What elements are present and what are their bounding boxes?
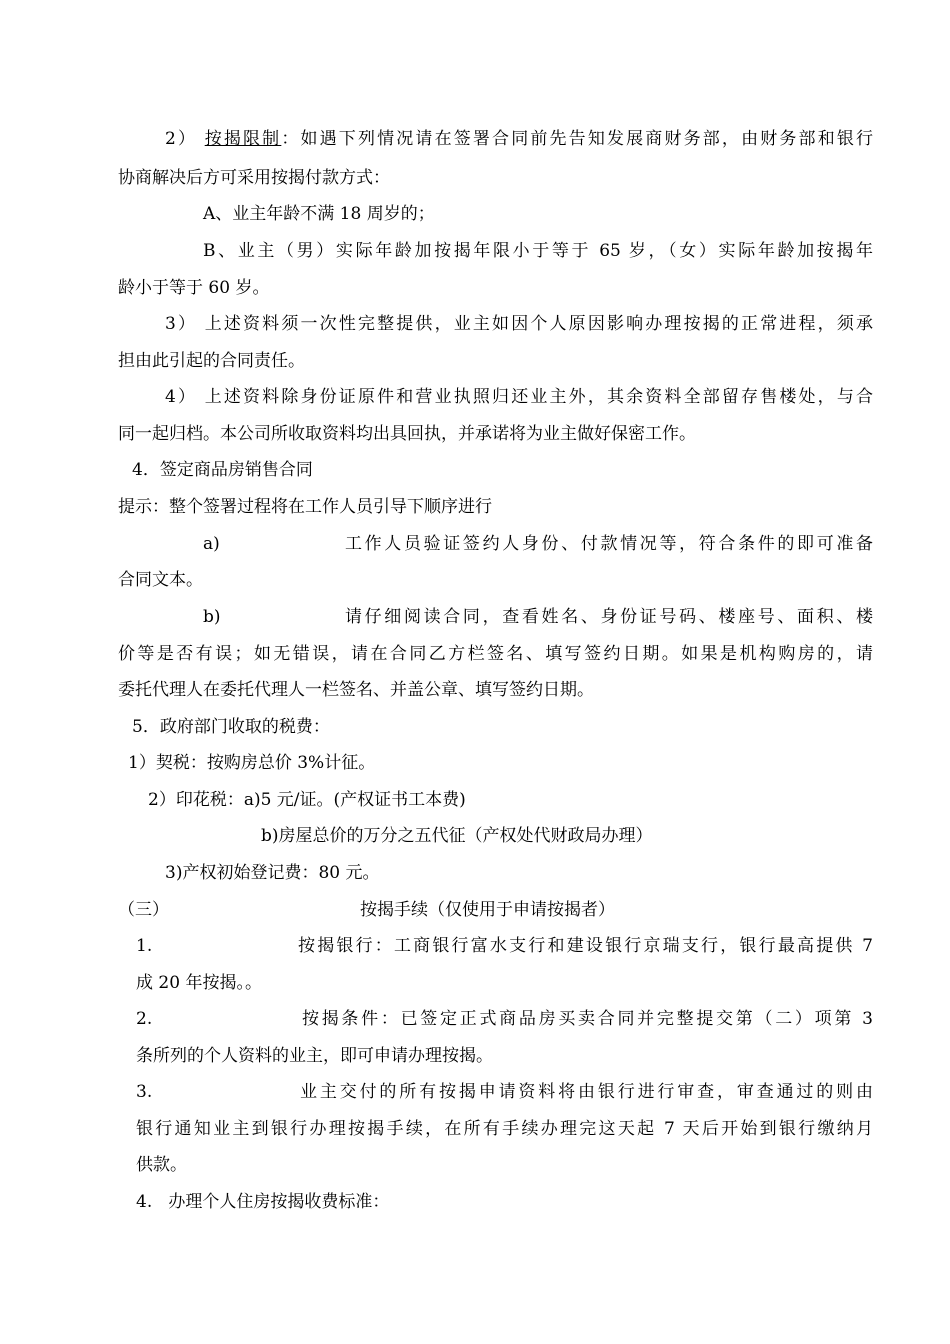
underlined-term: 按揭限制	[204, 129, 282, 149]
paragraph-4-line-2: 同一起归档。本公司所收取资料均出具回执，并承诺将为业主做好保密工作。	[118, 424, 696, 444]
paragraph-4-line-1: 4） 上述资料除身份证原件和营业执照归还业主外，其余资料全部留存售楼处，与合	[165, 387, 873, 407]
tax-stamp: 2）印花税：a)5 元/证。(产权证书工本费)	[148, 790, 466, 810]
section-5-heading: 5．政府部门收取的税费：	[132, 717, 330, 737]
section-4-heading: 4．签定商品房销售合同	[132, 460, 313, 480]
tax-deed: 1）契税：按购房总价 3%计征。	[128, 753, 376, 773]
section-3-label: （三）	[118, 900, 169, 920]
mortgage-item-1-line-1: 按揭银行：工商银行富水支行和建设银行京瑞支行，银行最高提供 7	[298, 936, 873, 956]
condition-a: A、业主年龄不满 18 周岁的；	[203, 204, 435, 224]
step-b-label: b)	[203, 607, 221, 627]
mortgage-item-4: 4. 办理个人住房按揭收费标准：	[136, 1192, 390, 1212]
item-number: 2）	[165, 129, 198, 149]
mortgage-item-3-line-2: 银行通知业主到银行办理按揭手续，在所有手续办理完这天起 7 天后开始到银行缴纳月	[136, 1119, 873, 1139]
tax-registration: 3)产权初始登记费：80 元。	[165, 863, 380, 883]
mortgage-item-3-number: 3.	[136, 1082, 153, 1102]
section-3-title: 按揭手续（仅使用于申请按揭者）	[360, 900, 615, 920]
mortgage-item-2-line-1: 按揭条件：已签定正式商品房买卖合同并完整提交第（二）项第 3	[302, 1009, 873, 1029]
mortgage-item-2-number: 2.	[136, 1009, 153, 1029]
mortgage-item-2-line-2: 条所列的个人资料的业主，即可申请办理按揭。	[136, 1046, 493, 1066]
condition-b-line-2: 龄小于等于 60 岁。	[118, 278, 270, 298]
mortgage-item-1-line-2: 成 20 年按揭。。	[136, 973, 262, 993]
mortgage-item-1-number: 1.	[136, 936, 153, 956]
condition-b-line-1: B、业主（男）实际年龄加按揭年限小于等于 65 岁，（女）实际年龄加按揭年	[203, 241, 873, 261]
paragraph-3-line-2: 担由此引起的合同责任。	[118, 351, 305, 371]
step-b-line-1: 请仔细阅读合同，查看姓名、身份证号码、楼座号、面积、楼	[345, 607, 873, 627]
tax-stamp-b: b)房屋总价的万分之五代征（产权处代财政局办理）	[261, 826, 653, 846]
step-a-label: a)	[203, 534, 220, 554]
paragraph-text: ：如遇下列情况请在签署合同前先告知发展商财务部，由财务部和银行	[281, 129, 874, 149]
signing-hint: 提示：整个签署过程将在工作人员引导下顺序进行	[118, 497, 492, 517]
step-a-line-2: 合同文本。	[118, 570, 203, 590]
step-b-line-3: 委托代理人在委托代理人一栏签名、并盖公章、填写签约日期。	[118, 680, 594, 700]
mortgage-item-3-line-1: 业主交付的所有按揭申请资料将由银行进行审查，审查通过的则由	[300, 1082, 873, 1102]
step-a-line-1: 工作人员验证签约人身份、付款情况等，符合条件的即可准备	[345, 534, 873, 554]
mortgage-item-3-line-3: 供款。	[136, 1155, 187, 1175]
paragraph-3-line-1: 3） 上述资料须一次性完整提供，业主如因个人原因影响办理按揭的正常进程，须承	[165, 314, 873, 334]
step-b-line-2: 价等是否有误；如无错误，请在合同乙方栏签名、填写签约日期。如果是机构购房的，请	[118, 644, 873, 664]
paragraph-2-line-2: 协商解决后方可采用按揭付款方式：	[118, 168, 390, 188]
paragraph-2-line-1	[165, 128, 873, 150]
